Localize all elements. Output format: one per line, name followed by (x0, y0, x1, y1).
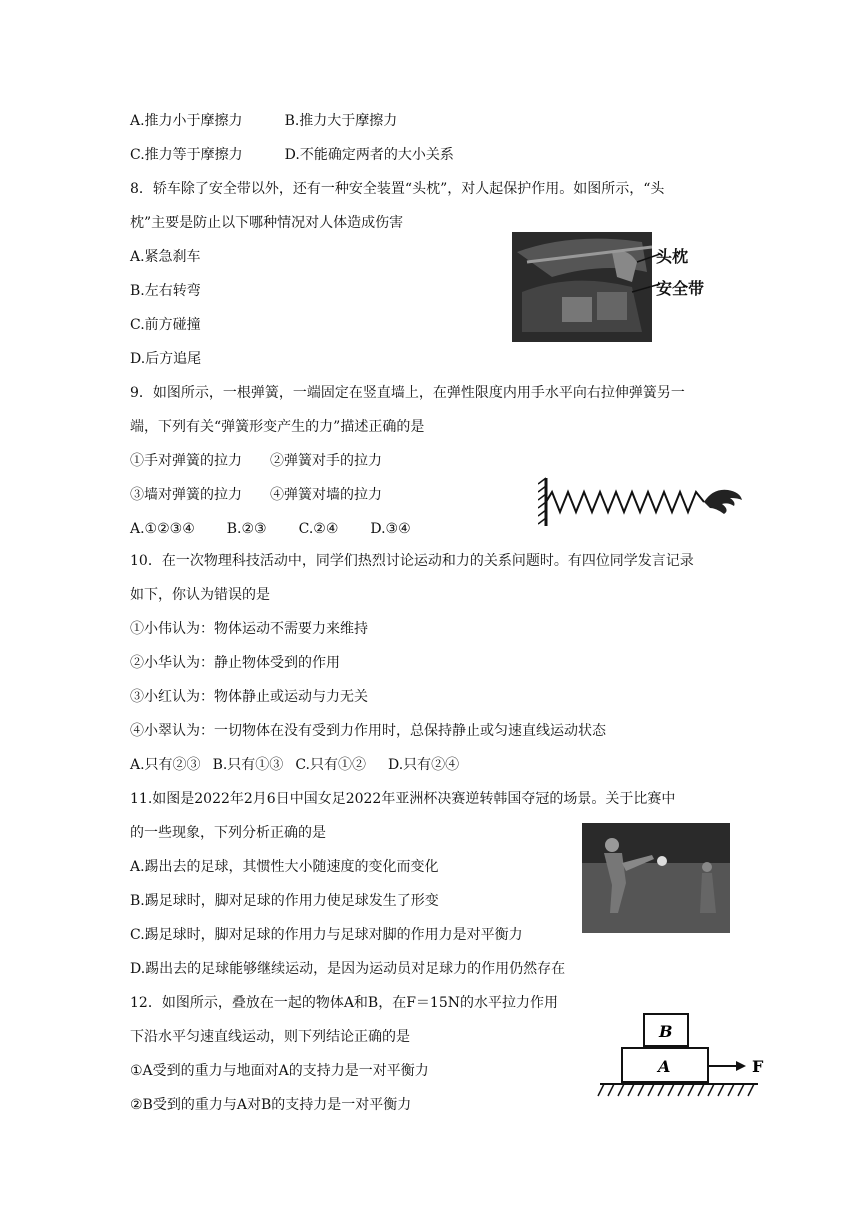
q10-item-4: ④小翠认为：一切物体在没有受到力作用时，总保持静止或匀速直线运动状态 (130, 723, 606, 739)
q10-option-c: C.只有①② (295, 757, 366, 773)
q10-option-d: D.只有②④ (387, 757, 460, 773)
q9-item-2: ②弹簧对手的拉力 (270, 453, 382, 469)
q7-options-row2 (130, 145, 454, 165)
q12-stem-line2: 下沿水平匀速直线运动，则下列结论正确的是 (130, 1029, 410, 1045)
q8-option-b: B.左右转弯 (130, 283, 201, 299)
soccer-match-photo (582, 823, 730, 933)
q10-stem-line1: 10．在一次物理科技活动中，同学们热烈讨论运动和力的关系问题时。有四位同学发言记录 (130, 553, 694, 569)
q9-options (130, 519, 411, 539)
stacked-blocks-figure (596, 1010, 776, 1106)
q8-option-c: C.前方碰撞 (130, 317, 201, 333)
seatbelt-label: 安全带 (656, 279, 705, 298)
q9-item-1: ①手对弹簧的拉力 (130, 453, 242, 469)
force-arrowhead (736, 1061, 746, 1071)
q11-option-b: B.踢足球时，脚对足球的作用力使足球发生了形变 (130, 893, 439, 909)
block-b-label: B (659, 1022, 673, 1041)
q9-item-4: ④弹簧对墙的拉力 (270, 487, 382, 503)
q9-option-d: D.③④ (370, 521, 411, 537)
q12-item-1: ①A受到的重力与地面对A的支持力是一对平衡力 (130, 1063, 429, 1079)
block-a-label: A (658, 1057, 671, 1076)
q8-stem-line1: 8．轿车除了安全带以外，还有一种安全装置“头枕”，对人起保护作用。如图所示，“头 (130, 181, 665, 197)
q12-item-2: ②B受到的重力与A对B的支持力是一对平衡力 (130, 1097, 412, 1113)
q10-item-2: ②小华认为：静止物体受到的作用 (130, 655, 340, 671)
stacked-blocks-drawing (596, 1010, 776, 1102)
q9-option-a: A.①②③④ (130, 521, 195, 537)
force-label: F (752, 1057, 764, 1076)
q10-option-a: A.只有②③ (130, 757, 201, 773)
q9-items-row1 (130, 451, 382, 471)
q7-option-b: B.推力大于摩擦力 (284, 113, 398, 129)
soccer-match-drawing (582, 823, 730, 933)
headrest-label: 头枕 (656, 247, 689, 266)
q11-stem-line1: 11.如图是2022年2月6日中国女足2022年亚洲杯决赛逆转韩国夺冠的场景。关于比赛中 (130, 791, 676, 807)
q10-stem-line2: 如下，你认为错误的是 (130, 587, 270, 603)
q9-items-row2 (130, 485, 382, 505)
q9-option-c: C.②④ (298, 521, 339, 537)
q9-option-b: B.②③ (226, 521, 267, 537)
q10-item-1: ①小伟认为：物体运动不需要力来维持 (130, 621, 368, 637)
q7-option-c: C.推力等于摩擦力 (130, 147, 243, 163)
q8-stem-line2: 枕”主要是防止以下哪种情况对人体造成伤害 (130, 215, 404, 231)
q11-option-a: A.踢出去的足球，其惯性大小随速度的变化而变化 (130, 859, 439, 875)
q11-stem-line2: 的一些现象，下列分析正确的是 (130, 825, 326, 841)
q12-stem-line1: 12．如图所示，叠放在一起的物体A和B，在F＝15N的水平拉力作用 (130, 995, 558, 1011)
q8-option-d: D.后方追尾 (130, 351, 202, 367)
q9-item-3: ③墙对弹簧的拉力 (130, 487, 242, 503)
q9-stem-line1: 9．如图所示，一根弹簧，一端固定在竖直墙上，在弹性限度内用手水平向右拉伸弹簧另一 (130, 385, 685, 401)
q10-option-b: B.只有①③ (212, 757, 284, 773)
q9-stem-line2: 端，下列有关“弹簧形变产生的力”描述正确的是 (130, 419, 425, 435)
q8-option-a: A.紧急刹车 (130, 249, 201, 265)
ground-hatching (598, 1084, 754, 1096)
spring-drawing (538, 474, 748, 530)
q10-options (130, 755, 459, 775)
q10-item-3: ③小红认为：物体静止或运动与力无关 (130, 689, 368, 705)
q7-option-d: D.不能确定两者的大小关系 (284, 147, 454, 163)
q11-option-c: C.踢足球时，脚对足球的作用力与足球对脚的作用力是对平衡力 (130, 927, 523, 943)
q11-option-d: D.踢出去的足球能够继续运动，是因为运动员对足球力的作用仍然存在 (130, 961, 566, 977)
q7-option-a: A.推力小于摩擦力 (130, 113, 243, 129)
spring-figure (538, 474, 748, 534)
q7-options-row1 (130, 111, 397, 131)
